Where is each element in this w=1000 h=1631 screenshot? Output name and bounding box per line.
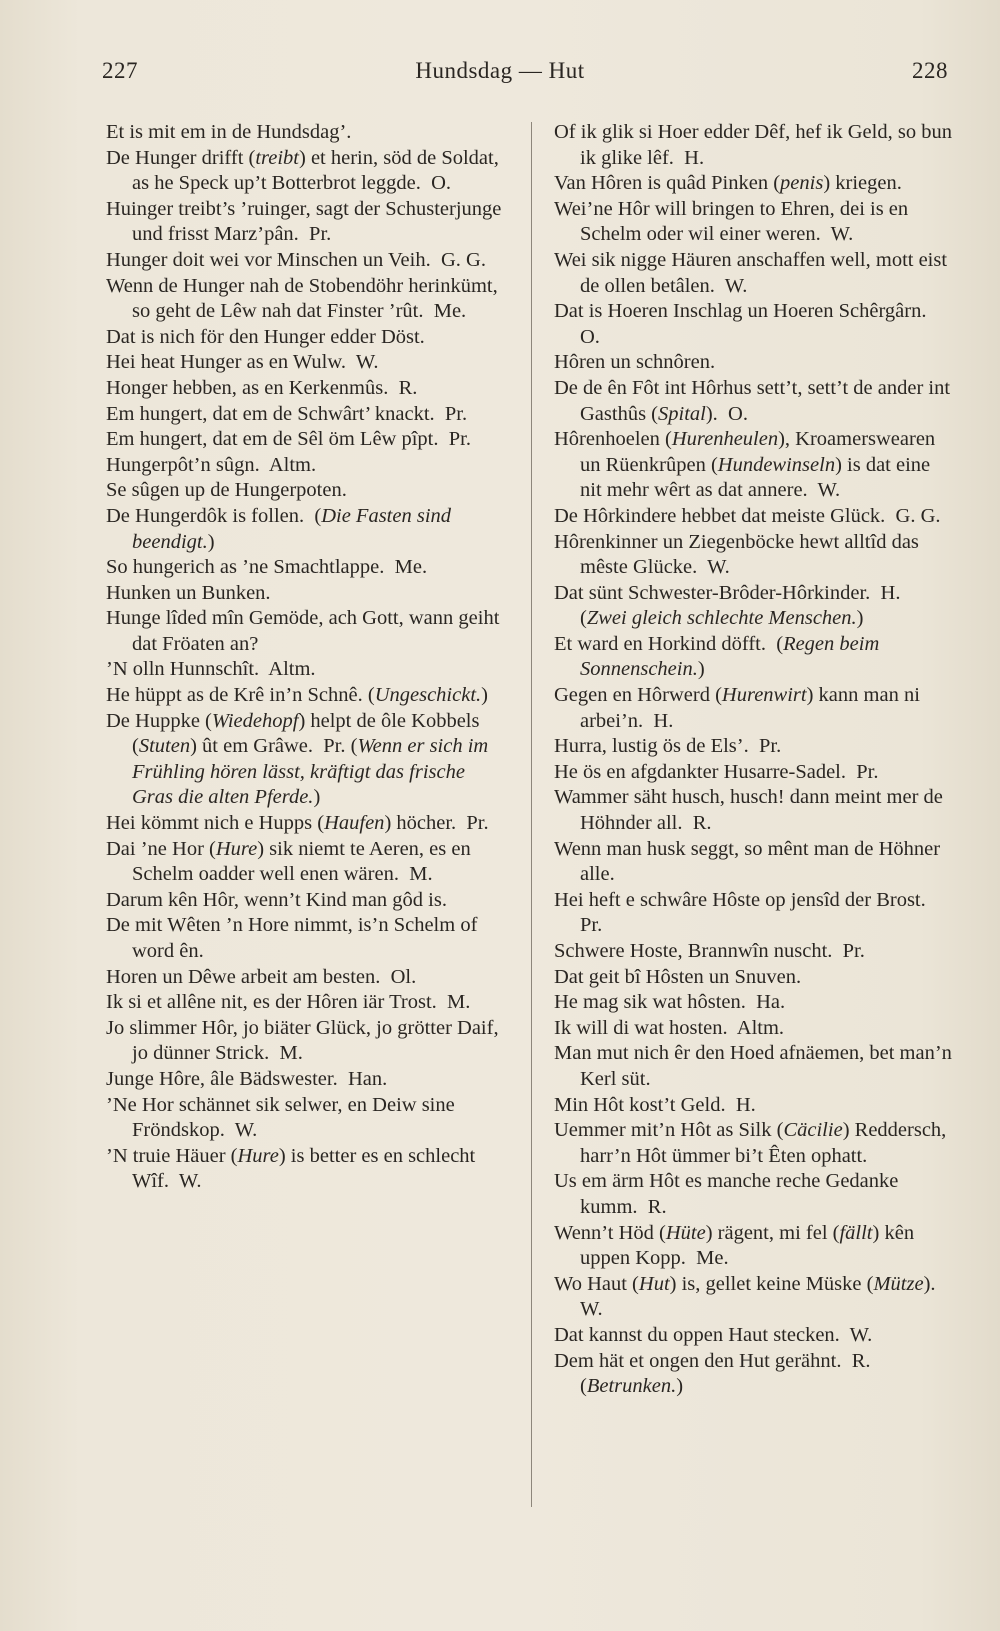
right-column bbox=[554, 120, 958, 1400]
entry-text: Em hungert, dat em de Sêl öm Lêw pîpt. Pr. bbox=[106, 428, 471, 451]
proverb-entry bbox=[106, 990, 510, 1016]
gloss-text: Wiedehopf bbox=[211, 709, 299, 732]
entry-text: ’Ne Hor schännet sik selwer, en Deiw sine Fröndskop. W. bbox=[106, 1093, 460, 1142]
entry-text: Honger hebben, as en Kerkenmûs. R. bbox=[106, 376, 418, 399]
gloss-text: Hundewinseln bbox=[717, 453, 836, 476]
proverb-entry bbox=[106, 581, 510, 607]
proverb-entry bbox=[106, 1067, 510, 1093]
proverb-entry bbox=[554, 350, 952, 376]
entry-text: Dem hät et ongen den Hut gerähnt. R. ( bbox=[554, 1349, 876, 1398]
proverb-entry bbox=[554, 965, 952, 991]
entry-text: Dat is Hoeren Inschlag un Hoeren Schêrgârn. O. bbox=[554, 300, 937, 348]
proverb-entry bbox=[106, 325, 510, 351]
gloss-text: Hure bbox=[215, 837, 258, 860]
entry-text: Of ik glik si Hoer edder Dêf, hef ik Geld, so bun ik glike lêf. H. bbox=[554, 121, 958, 169]
proverb-entry bbox=[106, 965, 510, 991]
entry-text: He hüppt as de Krê in’n Schnê. ( bbox=[106, 684, 375, 707]
entry-text: Jo slimmer Hôr, jo biäter Glück, jo grötter Daif, jo dünner Strick. M. bbox=[106, 1016, 504, 1065]
entry-text: He ös en afgdankter Husarre-Sadel. Pr. bbox=[554, 760, 879, 783]
proverb-entry bbox=[554, 888, 952, 939]
proverb-entry bbox=[554, 760, 952, 786]
entry-text: Hunger doit wei vor Minschen un Veih. G. G. bbox=[106, 248, 486, 271]
entry-text: ) sik niemt te Aeren, es en Schelm oadder well enen wären. M. bbox=[132, 837, 476, 886]
gloss-text: Haufen bbox=[324, 812, 385, 835]
proverb-entry bbox=[554, 1221, 952, 1272]
entry-text: ) rägent, mi fel ( bbox=[705, 1221, 840, 1244]
proverb-entry bbox=[554, 427, 952, 504]
proverb-entry bbox=[554, 1041, 958, 1092]
proverb-entry bbox=[106, 120, 510, 146]
proverb-entry bbox=[106, 1016, 510, 1067]
entry-text: ) et herin, söd de Soldat, as he Speck up’t Botterbrot leggde. O. bbox=[132, 146, 504, 195]
entry-text: Junge Hôre, âle Bädswester. Han. bbox=[106, 1067, 388, 1090]
gloss-text: Stuten bbox=[138, 735, 191, 758]
proverb-entry bbox=[554, 171, 952, 197]
entry-text: Dat geit bî Hôsten un Snuven. bbox=[554, 965, 802, 988]
proverb-entry bbox=[106, 376, 510, 402]
entry-text: Horen un Dêwe arbeit am besten. Ol. bbox=[106, 965, 417, 988]
entry-text: Dat kannst du oppen Haut stecken. W. bbox=[554, 1323, 873, 1346]
entry-text: ) is, gellet keine Müske ( bbox=[669, 1272, 874, 1295]
entry-text: Hei kömmt nich e Hupps ( bbox=[106, 812, 325, 835]
gloss-text: Hurenwirt bbox=[721, 684, 807, 707]
entry-text: De mit Wêten ’n Hore nimmt, is’n Schelm of word ên. bbox=[106, 914, 483, 962]
proverb-entry bbox=[554, 939, 952, 965]
proverb-entry bbox=[554, 632, 952, 683]
gloss-text: Ungeschickt. bbox=[374, 684, 482, 707]
proverb-entry bbox=[106, 606, 510, 657]
entry-text: Hunge lîded mîn Gemöde, ach Gott, wann geiht dat Fröaten an? bbox=[106, 607, 505, 655]
gloss-text: Wenn er sich im Frühling hören lässt, kräftigt das frische Gras die alten Pferde. bbox=[132, 735, 494, 809]
proverb-entry bbox=[554, 785, 952, 836]
entry-text: Hunken un Bunken. bbox=[106, 581, 271, 604]
left-column bbox=[106, 120, 510, 1195]
gloss-text: Die Fasten sind beendigt. bbox=[132, 504, 457, 553]
gloss-text: Cäcilie bbox=[783, 1119, 843, 1142]
entry-text: So hungerich as ’ne Smachtlappe. Me. bbox=[106, 556, 428, 579]
proverb-entry bbox=[106, 402, 510, 428]
proverb-entry bbox=[106, 274, 510, 325]
proverb-entry bbox=[106, 888, 510, 914]
proverb-entry bbox=[106, 504, 510, 555]
entry-text: Ik si et allêne nit, es der Hôren iär Trost. M. bbox=[106, 991, 471, 1014]
proverb-entry bbox=[554, 1093, 952, 1119]
entry-text: Ik will di wat hosten. Altm. bbox=[554, 1016, 785, 1039]
proverb-entry bbox=[554, 1272, 952, 1323]
entry-text: Dat is nich för den Hunger edder Döst. bbox=[106, 325, 425, 348]
entry-text: Dat sünt Schwester-Brôder-Hôrkinder. H. ( bbox=[554, 581, 906, 630]
proverb-entry bbox=[106, 837, 510, 888]
gloss-text: Hüte bbox=[665, 1221, 706, 1244]
entry-text: De Huppke ( bbox=[106, 709, 212, 732]
entry-text: He mag sik wat hôsten. Ha. bbox=[554, 991, 786, 1014]
entry-text: ) Reddersch, harr’n Hôt ümmer bi’t Êten ophatt. bbox=[580, 1119, 952, 1167]
gloss-text: Spital bbox=[658, 402, 706, 425]
gloss-text: Zwei gleich schlechte Menschen. bbox=[586, 607, 857, 630]
entry-text: ) bbox=[313, 786, 321, 809]
entry-text: Dai ’ne Hor ( bbox=[106, 837, 216, 860]
entry-text: ). W. bbox=[580, 1272, 946, 1321]
proverb-entry bbox=[554, 248, 952, 299]
proverb-entry bbox=[554, 1169, 952, 1220]
proverb-entry bbox=[554, 734, 952, 760]
gloss-text: Mütze bbox=[873, 1272, 924, 1295]
proverb-entry bbox=[106, 1144, 510, 1195]
entry-text: Wenn’t Höd ( bbox=[554, 1221, 666, 1244]
proverb-entry bbox=[106, 146, 510, 197]
proverb-entry bbox=[554, 120, 958, 171]
entry-text: Darum kên Hôr, wenn’t Kind man gôd is. bbox=[106, 888, 447, 911]
proverb-entry bbox=[106, 197, 510, 248]
entry-text: Gegen en Hôrwerd ( bbox=[554, 684, 722, 707]
proverb-entry bbox=[106, 555, 510, 581]
running-title: Hundsdag — Hut bbox=[415, 58, 585, 83]
entry-text: ) helpt de ôle Kobbels ( bbox=[132, 709, 485, 758]
entry-text: Us em ärm Hôt es manche reche Gedanke kumm. R. bbox=[554, 1170, 904, 1218]
entry-text: ) bbox=[676, 1375, 684, 1398]
gloss-text: Hure bbox=[237, 1144, 279, 1167]
gloss-text: treibt bbox=[255, 146, 299, 169]
proverb-entry bbox=[554, 1016, 952, 1042]
entry-text: Em hungert, dat em de Schwârt’ knackt. Pr. bbox=[106, 402, 468, 425]
proverb-entry bbox=[106, 657, 510, 683]
gloss-text: fällt bbox=[839, 1221, 873, 1244]
entry-text: Wei’ne Hôr will bringen to Ehren, dei is en Schelm oder wil einer weren. W. bbox=[554, 197, 914, 246]
entry-text: De Hungerdôk is follen. ( bbox=[106, 504, 322, 527]
entry-text: ) kriegen. bbox=[823, 172, 902, 195]
entry-text: ’N truie Häuer ( bbox=[106, 1144, 238, 1167]
entry-text: Van Hôren is quâd Pinken ( bbox=[554, 172, 781, 195]
gloss-text: Regen beim Sonnenschein. bbox=[580, 632, 885, 681]
gloss-text: Betrunken. bbox=[586, 1375, 677, 1398]
proverb-entry bbox=[554, 683, 952, 734]
entry-text: ) bbox=[697, 658, 705, 681]
proverb-entry bbox=[106, 453, 510, 479]
gloss-text: penis bbox=[780, 172, 824, 195]
proverb-entry bbox=[106, 350, 510, 376]
entry-text: Hôrenkinner un Ziegenböcke hewt alltîd das mêste Glücke. W. bbox=[554, 530, 925, 579]
proverb-entry bbox=[106, 248, 510, 274]
entry-text: ) bbox=[207, 530, 215, 553]
entry-text: Hei heft e schwâre Hôste op jensîd der Brost. Pr. bbox=[554, 888, 936, 937]
proverb-entry bbox=[554, 1118, 952, 1169]
entry-text: Hurra, lustig ös de Els’. Pr. bbox=[554, 735, 782, 758]
entry-text: Hôren un schnôren. bbox=[554, 351, 716, 374]
entry-text: Hei heat Hunger as en Wulw. W. bbox=[106, 351, 379, 374]
entry-text: ) ût em Grâwe. Pr. ( bbox=[190, 735, 358, 758]
entry-text: Schwere Hoste, Brannwîn nuscht. Pr. bbox=[554, 940, 865, 962]
entry-text: ) is dat eine nit mehr wêrt as dat annere. W. bbox=[580, 453, 936, 502]
proverb-entry bbox=[106, 683, 510, 709]
proverb-entry bbox=[554, 504, 952, 530]
entry-text: ) bbox=[856, 607, 864, 630]
entry-text: Wo Haut ( bbox=[554, 1272, 639, 1295]
proverb-entry bbox=[106, 913, 510, 964]
entry-text: Huinger treibt’s ’ruinger, sagt der Schusterjunge und frisst Marz’pân. Pr. bbox=[106, 197, 507, 246]
entry-text: ) höcher. Pr. bbox=[384, 812, 489, 835]
proverb-entry bbox=[554, 1349, 952, 1400]
proverb-entry bbox=[554, 530, 952, 581]
entry-text: Uemmer mit’n Hôt as Silk ( bbox=[554, 1119, 784, 1142]
entry-text: Hungerpôt’n sûgn. Altm. bbox=[106, 453, 317, 476]
entry-text: ) bbox=[481, 684, 488, 707]
entry-text: Et is mit em in de Hundsdag’. bbox=[106, 121, 352, 143]
proverb-entry bbox=[554, 299, 952, 350]
proverb-entry bbox=[554, 197, 952, 248]
right-page-number: 228 bbox=[912, 58, 948, 83]
entry-text: Man mut nich êr den Hoed afnäemen, bet man’n Kerl süt. bbox=[554, 1042, 958, 1090]
column-divider bbox=[531, 122, 532, 1507]
entry-text: ). O. bbox=[705, 402, 748, 425]
entry-text: Wenn de Hunger nah de Stobendöhr herinkümt, so geht de Lêw nah dat Finster ’rût. Me. bbox=[106, 274, 503, 323]
proverb-entry bbox=[554, 837, 952, 888]
proverb-entry bbox=[106, 478, 510, 504]
left-page-number: 227 bbox=[102, 58, 138, 83]
gloss-text: Hurenheulen bbox=[671, 428, 779, 451]
gloss-text: Hut bbox=[638, 1272, 670, 1295]
entry-text: Wenn man husk seggt, so mênt man de Höhner alle. bbox=[554, 837, 946, 886]
proverb-entry bbox=[106, 709, 510, 811]
proverb-entry bbox=[106, 1093, 510, 1144]
proverb-entry bbox=[106, 811, 510, 837]
entry-text: De de ên Fôt int Hôrhus sett’t, sett’t de ander int Gasthûs ( bbox=[554, 376, 956, 425]
proverb-entry bbox=[554, 581, 952, 632]
proverb-entry bbox=[106, 427, 510, 453]
entry-text: Wei sik nigge Häuren anschaffen well, mott eist de ollen betâlen. W. bbox=[554, 248, 953, 297]
entry-text: Wammer säht husch, husch! dann meint mer de Höhnder all. R. bbox=[554, 786, 949, 835]
proverb-entry bbox=[554, 376, 956, 427]
entry-text: ), Kroamerswearen un Rüenkrûpen ( bbox=[580, 428, 941, 476]
entry-text: Et ward en Horkind döfft. ( bbox=[554, 632, 784, 655]
entry-text: Min Hôt kost’t Geld. H. bbox=[554, 1093, 756, 1116]
entry-text: ) kên uppen Kopp. Me. bbox=[580, 1221, 920, 1270]
entry-text: De Hunger drifft ( bbox=[106, 146, 256, 169]
entry-text: ’N olln Hunnschît. Altm. bbox=[106, 658, 316, 681]
entry-text: De Hôrkindere hebbet dat meiste Glück. G. G. bbox=[554, 504, 941, 527]
entry-text: Hôrenhoelen ( bbox=[554, 428, 672, 451]
entry-text: ) kann man ni arbei’n. H. bbox=[580, 684, 926, 732]
proverb-entry bbox=[554, 990, 952, 1016]
entry-text: ) is better es en schlecht Wîf. W. bbox=[132, 1144, 481, 1193]
entry-text: Se sûgen up de Hungerpoten. bbox=[106, 479, 347, 502]
proverb-entry bbox=[554, 1323, 952, 1349]
